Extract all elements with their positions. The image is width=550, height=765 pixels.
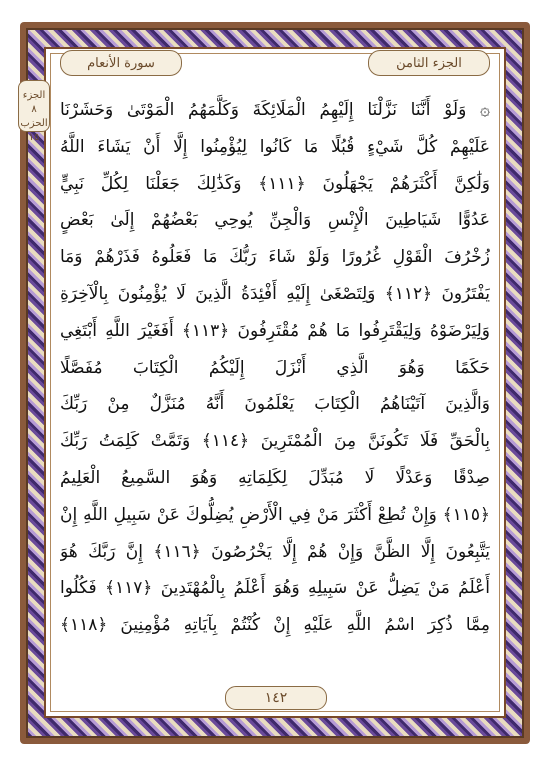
text-line: وَالَّذِينَ آتَيْنَاهُمُ الْكِتَابَ يَعْلَمُونَ أَنَّهُ مُنَزَّلٌ مِنْ رَبِّكَ [60, 394, 490, 415]
page-number: ١٤٢ [225, 686, 327, 710]
juz-label: الجزء الثامن [368, 50, 490, 76]
surah-name: سورة الأنعام [60, 50, 182, 76]
text-line: وَلَٰكِنَّ أَكْثَرَهُمْ يَجْهَلُونَ ﴿١١١﴾ وَكَذَٰلِكَ جَعَلْنَا لِكُلِّ نَبِيٍّ [60, 173, 490, 194]
text-line: عَلَيْهِمْ كُلَّ شَيْءٍ قُبُلًا مَا كَانُوا لِيُؤْمِنُوا إِلَّا أَنْ يَشَاءَ اللَّهُ [60, 136, 490, 157]
text-line: ﴿١١٥﴾ وَإِنْ تُطِعْ أَكْثَرَ مَنْ فِي الْأَرْضِ يُضِلُّوكَ عَنْ سَبِيلِ اللَّهِ إِنْ [60, 504, 490, 525]
text-line: مِمَّا ذُكِرَ اسْمُ اللَّهِ عَلَيْهِ إِنْ كُنْتُمْ بِآيَاتِهِ مُؤْمِنِينَ ﴿١١٨﴾ [60, 615, 490, 636]
text-line: حَكَمًا وَهُوَ الَّذِي أَنْزَلَ إِلَيْكُمُ الْكِتَابَ مُفَصَّلًا [60, 357, 490, 378]
page-header [52, 50, 498, 76]
hizb-marker [18, 80, 50, 143]
verse-text-block [60, 92, 490, 644]
text-line: صِدْقًا وَعَدْلًا لَا مُبَدِّلَ لِكَلِمَاتِهِ وَهُوَ السَّمِيعُ الْعَلِيمُ [60, 467, 490, 488]
text-line: بِالْحَقِّ فَلَا تَكُونَنَّ مِنَ الْمُمْتَرِينَ ﴿١١٤﴾ وَتَمَّتْ كَلِمَتُ رَبِّكَ [60, 431, 490, 452]
side-hizb-label: الحزب ١٥ [20, 118, 48, 143]
text-line: وَلِيَرْضَوْهُ وَلِيَقْتَرِفُوا مَا هُمْ مُقْتَرِفُونَ ﴿١١٣﴾ أَفَغَيْرَ اللَّهِ أَبْتَغِي [60, 320, 490, 341]
text-line: يَتَّبِعُونَ إِلَّا الظَّنَّ وَإِنْ هُمْ إِلَّا يَخْرُصُونَ ﴿١١٦﴾ إِنَّ رَبَّكَ هُوَ [60, 541, 490, 562]
text-line: زُخْرُفَ الْقَوْلِ غُرُورًا وَلَوْ شَاءَ رَبُّكَ مَا فَعَلُوهُ فَذَرْهُمْ وَمَا [60, 247, 490, 268]
side-juz-label: الجزء ٨ [22, 90, 46, 115]
text-line: ۞ وَلَوْ أَنَّنَا نَزَّلْنَا إِلَيْهِمُ الْمَلَائِكَةَ وَكَلَّمَهُمُ الْمَوْتَىٰ وَحَشَرْنَا [60, 100, 490, 120]
text-line: يَفْتَرُونَ ﴿١١٢﴾ وَلِتَصْغَىٰ إِلَيْهِ أَفْئِدَةُ الَّذِينَ لَا يُؤْمِنُونَ بِالْآخِرَةِ [60, 283, 490, 304]
text-line: عَدُوًّا شَيَاطِينَ الْإِنْسِ وَالْجِنِّ يُوحِي بَعْضُهُمْ إِلَىٰ بَعْضٍ [60, 210, 490, 231]
text-line: أَعْلَمُ مَنْ يَضِلُّ عَنْ سَبِيلِهِ وَهُوَ أَعْلَمُ بِالْمُهْتَدِينَ ﴿١١٧﴾ فَكُلُوا [60, 578, 490, 599]
